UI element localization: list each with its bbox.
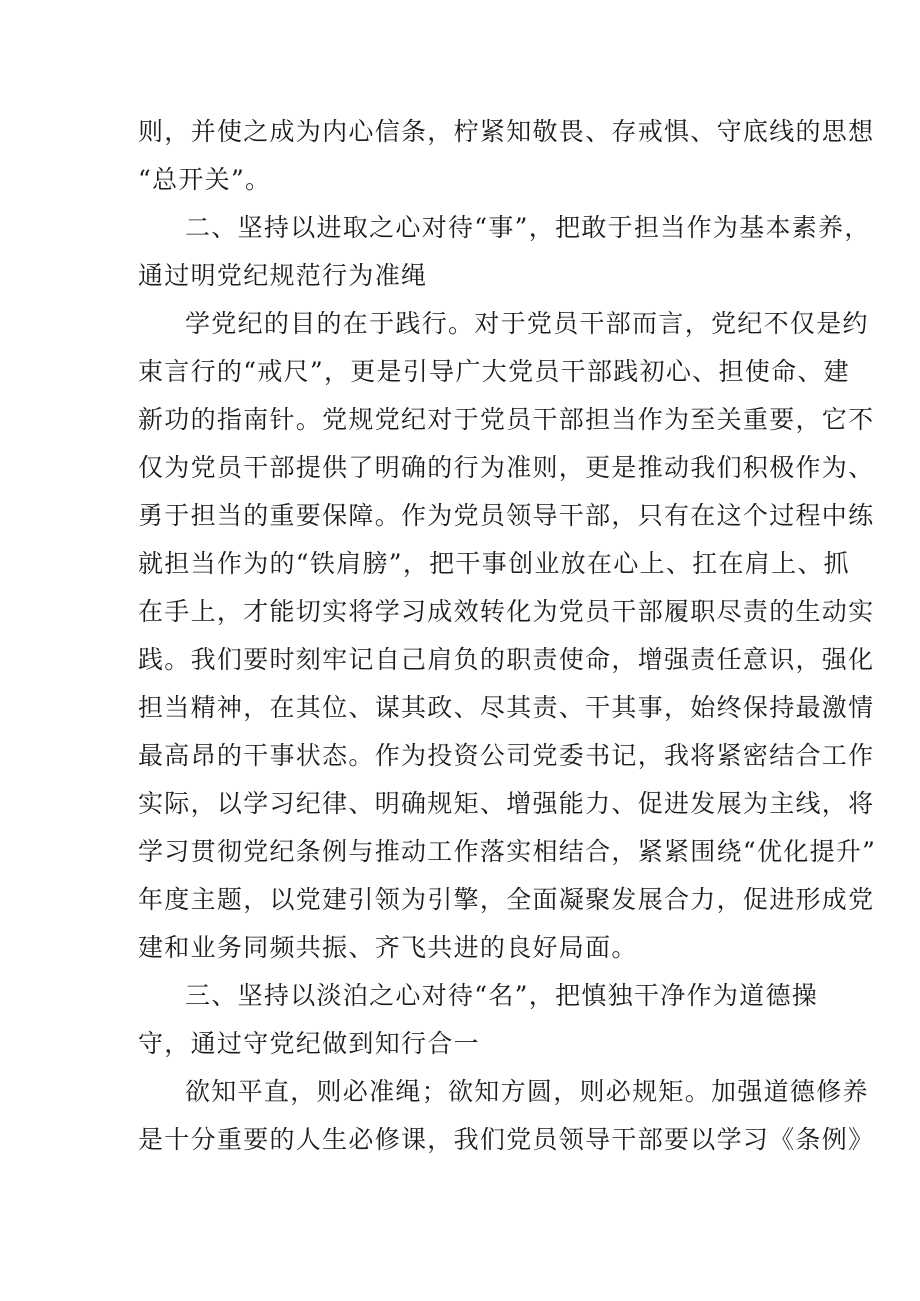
body-text-line: 实际，以学习纪律、明确规矩、增强能力、促进发展为主线，将 bbox=[138, 789, 875, 818]
body-text-line: 学习贯彻党纪条例与推动工作落实相结合，紧紧围绕“优化提升” bbox=[138, 837, 877, 866]
section-heading-3: 三、坚持以淡泊之心对待“名”，把慎独干净作为道德操 bbox=[185, 981, 819, 1010]
body-text-line: 勇于担当的重要保障。作为党员领导干部，只有在这个过程中练 bbox=[138, 501, 875, 530]
body-text-line: “总开关”。 bbox=[138, 165, 272, 194]
body-text-line: 则，并使之成为内心信条，柠紧知敬畏、存戒惧、守底线的思想 bbox=[138, 117, 875, 146]
body-text-line: 新功的指南针。党规党纪对于党员干部担当作为至关重要，它不 bbox=[138, 405, 875, 434]
body-text-line: 建和业务同频共振、齐飞共进的良好局面。 bbox=[138, 933, 638, 962]
body-text-line: 担当精神，在其位、谋其政、尽其责、干其事，始终保持最激情 bbox=[138, 693, 875, 722]
body-text-line: 最高昂的干事状态。作为投资公司党委书记，我将紧密结合工作 bbox=[138, 741, 875, 770]
body-text-line: 践。我们要时刻牢记自己肩负的职责使命，增强责任意识，强化 bbox=[138, 645, 875, 674]
body-text-line: 学党纪的目的在于践行。对于党员干部而言，党纪不仅是约 bbox=[185, 309, 869, 338]
body-text-line: 欲知平直，则必准绳；欲知方圆，则必规矩。加强道德修养 bbox=[185, 1077, 869, 1106]
section-heading-2-cont: 通过明党纪规范行为准绳 bbox=[138, 261, 428, 290]
body-text-line: 就担当作为的“铁肩膀”，把干事创业放在心上、扛在肩上、抓 bbox=[138, 549, 850, 578]
body-text-line: 仅为党员干部提供了明确的行为准则，更是推动我们积极作为、 bbox=[138, 453, 875, 482]
section-heading-3-cont: 守，通过守党纪做到知行合一 bbox=[138, 1029, 480, 1058]
body-text-line: 在手上，才能切实将学习成效转化为党员干部履职尽责的生动实 bbox=[138, 597, 875, 626]
body-text-line: 是十分重要的人生必修课，我们党员领导干部要以学习《条例》 bbox=[138, 1125, 875, 1154]
body-text-line: 束言行的“戒尺”，更是引导广大党员干部践初心、担使命、建 bbox=[138, 357, 850, 386]
section-heading-2: 二、坚持以进取之心对待“事”，把敢于担当作为基本素养， bbox=[185, 213, 871, 242]
body-text-line: 年度主题，以党建引领为引擎，全面凝聚发展合力，促进形成党 bbox=[138, 885, 875, 914]
